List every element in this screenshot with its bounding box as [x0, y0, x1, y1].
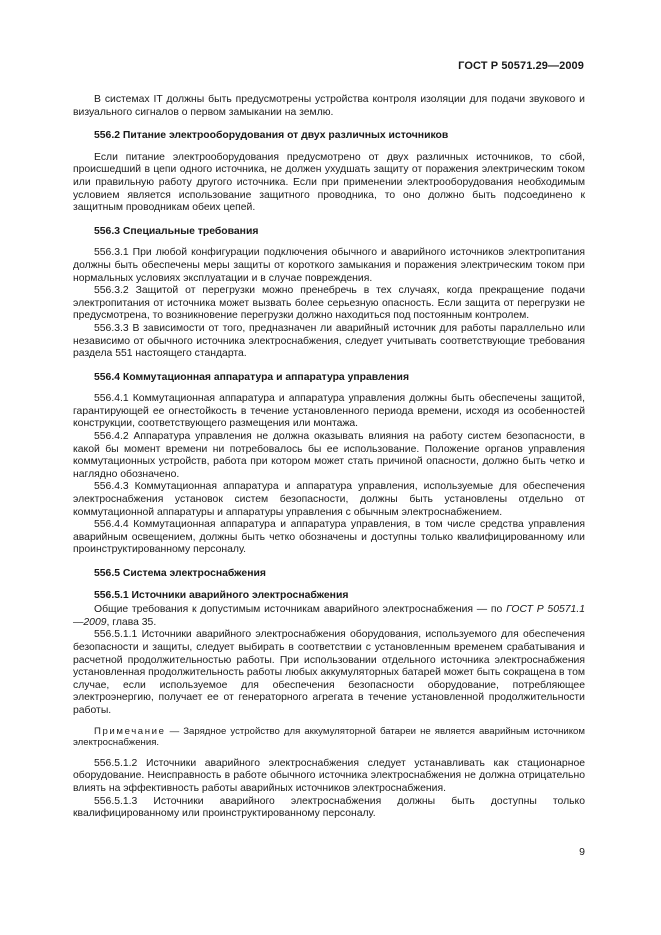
page-number: 9	[579, 846, 585, 858]
gost-reference: ГОСТ Р 50571.1—2009	[73, 604, 585, 628]
paragraph-it-systems: В системах IT должны быть предусмотрены устройства контроля изоляции для подачи звукового и визуального сигналов о первом замыкании на землю.	[73, 94, 585, 118]
paragraph-556-4-3: 556.4.3 Коммутационная аппаратура и аппаратура управления, используемые для обеспечения электроснабжения установок систем безопасности, должны быть установлены отдельно от коммутационной аппаратуры и аппаратуры управления с обычным электроснабжением.	[73, 481, 585, 518]
note	[73, 726, 585, 749]
paragraph-556-2: Если питание электрооборудования предусмотрено от двух различных источников, то сбой, происшедший в цепи одного источника, не должен ухудшать защиту от поражения электрическим током или правильную работу другого источника. Если при применении электрооборудования необходимым условием является использование защитного проводника, то оно должно быть подсоединено к защитным проводникам обеих цепей.	[73, 151, 585, 214]
paragraph-556-3-3: 556.3.3 В зависимости от того, предназначен ли аварийный источник для работы параллельно или независимо от обычного источника электроснабжения, следует учитывать соответствующие требования раздела 551 настоящего стандарта.	[73, 322, 585, 360]
heading-556-4: 556.4 Коммутационная аппаратура и аппаратура управления	[94, 371, 410, 383]
paragraph-556-4-2: 556.4.2 Аппаратура управления не должна оказывать влияния на работу систем безопасности, в какой бы момент времени ни потребовалось бы ее использование. Положение органов управления коммутационных устройств, работа при котором может стать причиной опасности, должно быть четко и наглядно обозначено.	[73, 431, 585, 480]
note-label: Примечание	[94, 725, 166, 737]
paragraph-556-5-1-1: 556.5.1.1 Источники аварийного электроснабжения оборудования, используемого для обеспечения безопасности и защиты, следует выбирать в соответствии с установленным временем срабатывания и расчетной продолжительностью работы. При использовании отдельного источника электроснабжения установленная продолжительность работы любых аккумуляторных батарей может быть сокращена в том случае, если используемое для обеспечения безопасности оборудование, потребляющее электроэнергию, получает ее от генераторного агрегата в течение установленной продолжительности работы.	[73, 629, 585, 716]
document-id-header: ГОСТ Р 50571.29—2009	[458, 60, 584, 72]
paragraph-556-5-1-3: 556.5.1.3 Источники аварийного электроснабжения должны быть доступны только квалифицированному или проинструктированному персоналу.	[73, 795, 585, 820]
heading-556-5: 556.5 Система электроснабжения	[94, 568, 266, 579]
heading-556-3: 556.3 Специальные требования	[94, 225, 259, 237]
paragraph-556-5-1	[73, 604, 585, 629]
general-requirements-text: Общие требования к допустимым источникам аварийного электроснабжения — по	[94, 604, 507, 616]
paragraph-556-3-1: 556.3.1 При любой конфигурации подключения обычного и аварийного источников электропитания должны быть обеспечены меры защиты от короткого замыкания и поражения электрическим током при нормальных условиях эксплуатации и в случае повреждения.	[73, 247, 585, 284]
document-body	[73, 94, 585, 821]
paragraph-556-3-2: 556.3.2 Защитой от перегрузки можно пренебречь в тех случаях, когда прекращение подачи электропитания от источника может вызвать более серьезную опасность. Если защита от перегрузки не предусмотрена, то возникновение перегрузки должно находиться под постоянным контролем.	[73, 285, 585, 322]
note-text: — Зарядное устройство для аккумуляторной батареи не является аварийным источником электроснабжения.	[73, 725, 585, 749]
paragraph-556-4-1: 556.4.1 Коммутационная аппаратура и аппаратура управления должны быть обеспечены защитой, гарантирующей ее огнестойкость в течение установленного периода времени, исходя из особенностей конструкции, соответствующего размещения или монтажа.	[73, 393, 585, 430]
heading-556-2: 556.2 Питание электрооборудования от двух различных источников	[94, 130, 449, 142]
chapter-reference: , глава 35.	[106, 616, 157, 628]
paragraph-556-5-1-2: 556.5.1.2 Источники аварийного электроснабжения следует устанавливать как стационарное оборудование. Неисправность в работе обычного источника электроснабжения не должна отрицательно влиять на эффективность работы аварийных источников электроснабжения.	[73, 757, 585, 794]
paragraph-556-4-4: 556.4.4 Коммутационная аппаратура и аппаратура управления, в том числе средства управления аварийным освещением, должны быть четко обозначены и доступны только квалифицированному или проинструктированному персоналу.	[73, 519, 585, 556]
heading-556-5-1: 556.5.1 Источники аварийного электроснабжения	[94, 589, 349, 601]
